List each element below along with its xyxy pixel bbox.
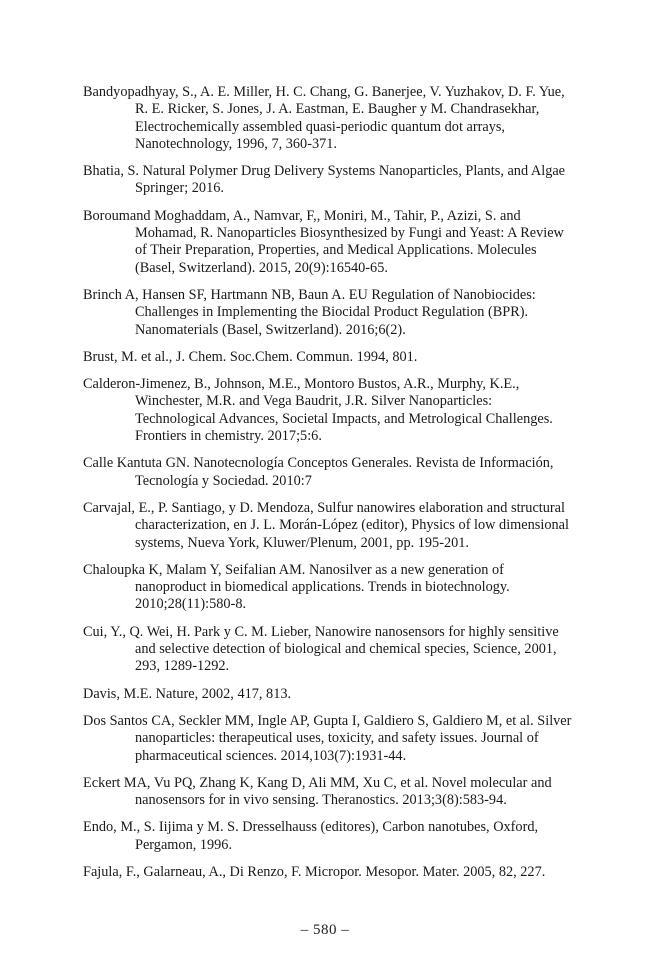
reference-entry: Bhatia, S. Natural Polymer Drug Delivery Systems Nanoparticles, Plants, and Algae Springer; 2016. xyxy=(83,163,566,197)
reference-entry: Calle Kantuta GN. Nanotecnología Conceptos Generales. Revista de Información, Tecnología y Sociedad. 2010:7 xyxy=(83,455,554,489)
reference-entry: Carvajal, E., P. Santiago, y D. Mendoza, Sulfur nanowires elaboration and structural characterization, en J. L. Morán-López (editor), Physics of low dimensional systems, Nueva York, Kluwer/Plenum, 2001, pp. 195-201. xyxy=(83,499,569,551)
reference-entry: Brinch A, Hansen SF, Hartmann NB, Baun A. EU Regulation of Nanobiocides: Challenges in Implementing the Biocidal Product Regulation (BPR). Nanomaterials (Basel, Switzerland). 2016;6(2). xyxy=(83,286,536,338)
reference-entry: Chaloupka K, Malam Y, Seifalian AM. Nanosilver as a new generation of nanoproduct in biomedical applications. Trends in biotechnology. 2010;28(11):580-8. xyxy=(83,561,510,613)
reference-entry: Bandyopadhyay, S., A. E. Miller, H. C. Chang, G. Banerjee, V. Yuzhakov, D. F. Yue, R. E. Ricker, S. Jones, J. A. Eastman, E. Baugher y M. Chandrasekhar, Electrochemically assembled quasi-periodic quantum dot arrays, Nanotechnology, 1996, 7, 360-371. xyxy=(83,84,565,152)
reference-entry: Dos Santos CA, Seckler MM, Ingle AP, Gupta I, Galdiero S, Galdiero M, et al. Silver nanoparticles: therapeutical uses, toxicity, and safety issues. Journal of pharmaceutical sciences. 2014,103(7):1931-44. xyxy=(83,712,572,764)
reference-entry: Eckert MA, Vu PQ, Zhang K, Kang D, Ali MM, Xu C, et al. Novel molecular and nanosensors for in vivo sensing. Theranostics. 2013;3(8):583-94. xyxy=(83,774,552,809)
reference-entry: Boroumand Moghaddam, A., Namvar, F,, Moniri, M., Tahir, P., Azizi, S. and Mohamad, R. Nanoparticles Biosynthesized by Fungi and Yeast: A Review of Their Preparation, Properties, and Medical Applications. Molecules (Basel, Switzerland). 2015, 20(9):16540-65. xyxy=(83,207,564,276)
reference-entry: Cui, Y., Q. Wei, H. Park y C. M. Lieber, Nanowire nanosensors for highly sensitive and selective detection of biological and chemical species, Science, 2001, 293, 1289-1292. xyxy=(83,623,559,675)
page-number: – 580 – xyxy=(300,922,350,938)
reference-entry: Endo, M., S. Iijima y M. S. Dresselhauss (editores), Carbon nanotubes, Oxford, Pergamon, 1996. xyxy=(83,819,539,853)
reference-entry: Davis, M.E. Nature, 2002, 417, 813. xyxy=(83,685,292,702)
reference-entry: Brust, M. et al., J. Chem. Soc.Chem. Commun. 1994, 801. xyxy=(83,348,418,365)
reference-entry: Calderon-Jimenez, B., Johnson, M.E., Montoro Bustos, A.R., Murphy, K.E., Winchester, M.R. and Vega Baudrit, J.R. Silver Nanoparticles: Technological Advances, Societal Impacts, and Metrological Challenges. Frontiers in chemistry. 2017;5:6. xyxy=(83,376,553,445)
reference-entry: Fajula, F., Galarneau, A., Di Renzo, F. Micropor. Mesopor. Mater. 2005, 82, 227. xyxy=(83,863,546,880)
reference-list xyxy=(83,84,573,891)
